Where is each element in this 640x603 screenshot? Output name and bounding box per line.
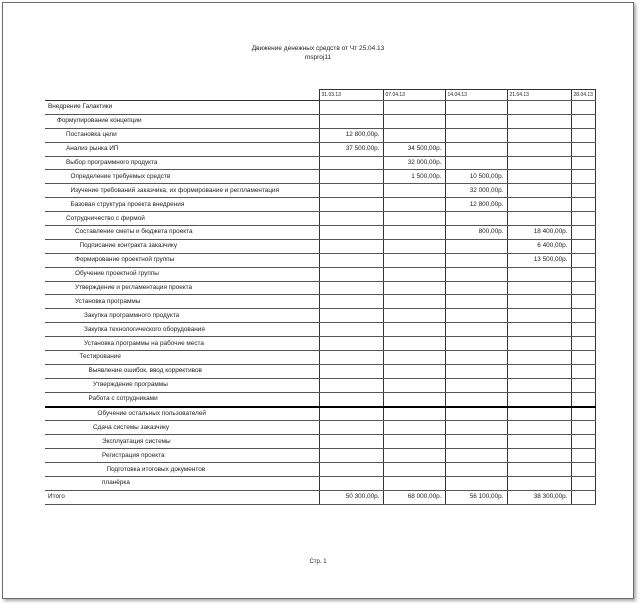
amount-cell: 37 500,00р. [319, 142, 383, 156]
amount-cell [571, 198, 595, 212]
amount-cell [507, 421, 571, 435]
amount-cell: 13 500,00р. [507, 253, 571, 267]
amount-cell [571, 114, 595, 128]
task-name-cell: Подготовка итоговых документов [45, 463, 319, 477]
amount-cell [319, 198, 383, 212]
amount-cell [507, 142, 571, 156]
amount-cell [319, 156, 383, 170]
amount-cell [507, 449, 571, 463]
table-row [45, 184, 595, 198]
amount-cell [571, 323, 595, 337]
amount-cell [383, 449, 445, 463]
task-name-cell: Составление сметы и бюджета проекта [45, 226, 319, 240]
amount-cell [319, 212, 383, 226]
amount-cell: 12 800,00р. [319, 128, 383, 142]
task-name-cell: Закупка программного продукта [45, 309, 319, 323]
amount-cell [319, 226, 383, 240]
report-header [3, 44, 633, 62]
task-name-cell: Анализ рынка ИП [45, 142, 319, 156]
cash-flow-table [45, 89, 596, 505]
amount-cell [383, 212, 445, 226]
amount-cell: 6 400,00р. [507, 239, 571, 253]
amount-cell [319, 378, 383, 392]
table-row [45, 128, 595, 142]
amount-cell [319, 407, 383, 421]
task-name-cell: Регистрация проекта [45, 449, 319, 463]
amount-cell [571, 226, 595, 240]
amount-cell [507, 295, 571, 309]
amount-cell [507, 351, 571, 365]
table-row [45, 309, 595, 323]
amount-cell [319, 449, 383, 463]
amount-cell [507, 378, 571, 392]
amount-cell [319, 421, 383, 435]
amount-cell [507, 463, 571, 477]
amount-cell [383, 114, 445, 128]
table-row [45, 253, 595, 267]
amount-cell: 18 400,00р. [507, 226, 571, 240]
column-header: 14.04.13 [445, 90, 507, 101]
task-name-cell: Базовая структура проекта внедрения [45, 198, 319, 212]
amount-cell: 32 000,00р. [383, 156, 445, 170]
amount-cell [383, 253, 445, 267]
table-row [45, 337, 595, 351]
amount-cell [571, 281, 595, 295]
amount-cell [319, 101, 383, 115]
task-name-cell: Тестирование [45, 351, 319, 365]
amount-cell [319, 170, 383, 184]
report-page [2, 2, 634, 599]
amount-cell [383, 364, 445, 378]
task-name-cell: Установка программы на рабочие места [45, 337, 319, 351]
amount-cell [445, 392, 507, 406]
table-row [45, 170, 595, 184]
table-row [45, 364, 595, 378]
task-name-cell: Утверждение и регламентация проекта [45, 281, 319, 295]
table-row [45, 323, 595, 337]
amount-cell [319, 364, 383, 378]
task-name-cell: Формирование проектной группы [45, 253, 319, 267]
amount-cell [571, 184, 595, 198]
amount-cell [445, 463, 507, 477]
task-name-cell: Формулирование концепции [45, 114, 319, 128]
task-name-cell: Утверждение программы [45, 378, 319, 392]
amount-cell [445, 212, 507, 226]
amount-cell [445, 128, 507, 142]
amount-cell [383, 477, 445, 491]
amount-cell [507, 407, 571, 421]
amount-cell [383, 281, 445, 295]
amount-cell [507, 128, 571, 142]
table-row [45, 392, 595, 406]
amount-cell [445, 253, 507, 267]
amount-cell [383, 295, 445, 309]
amount-cell [383, 378, 445, 392]
amount-cell [571, 449, 595, 463]
amount-cell [445, 309, 507, 323]
amount-cell [383, 337, 445, 351]
amount-cell [571, 463, 595, 477]
amount-cell [445, 142, 507, 156]
amount-cell [571, 378, 595, 392]
amount-cell [445, 281, 507, 295]
amount-cell [319, 239, 383, 253]
amount-cell [507, 435, 571, 449]
amount-cell [319, 309, 383, 323]
amount-cell [571, 421, 595, 435]
table-row [45, 101, 595, 115]
amount-cell [319, 281, 383, 295]
amount-cell [507, 170, 571, 184]
amount-cell: 1 500,00р. [383, 170, 445, 184]
amount-cell [571, 239, 595, 253]
amount-cell [507, 337, 571, 351]
column-header: 21.04.13 [507, 90, 571, 101]
amount-cell [571, 351, 595, 365]
amount-cell [319, 253, 383, 267]
amount-cell [383, 421, 445, 435]
amount-cell [571, 142, 595, 156]
amount-cell: 34 500,00р. [383, 142, 445, 156]
amount-cell [507, 184, 571, 198]
amount-cell [383, 407, 445, 421]
amount-cell: 10 500,00р. [445, 170, 507, 184]
task-name-cell: Сдача системы заказчику [45, 421, 319, 435]
amount-cell [319, 351, 383, 365]
amount-cell: 32 000,00р. [445, 184, 507, 198]
amount-cell [571, 253, 595, 267]
table-row [45, 407, 595, 421]
table-row [45, 421, 595, 435]
table-row [45, 212, 595, 226]
amount-cell [445, 351, 507, 365]
table-row [45, 267, 595, 281]
table-row [45, 378, 595, 392]
table-row [45, 142, 595, 156]
amount-cell [319, 267, 383, 281]
amount-cell [445, 378, 507, 392]
amount-cell [383, 128, 445, 142]
task-name-cell: Эксплуатация системы [45, 435, 319, 449]
amount-cell [445, 156, 507, 170]
page-number: Стр. 1 [309, 559, 327, 565]
amount-cell [319, 435, 383, 449]
task-name-cell: Сотрудничество с фирмой [45, 212, 319, 226]
amount-cell [383, 198, 445, 212]
amount-cell [571, 170, 595, 184]
amount-cell [383, 435, 445, 449]
amount-cell [383, 323, 445, 337]
amount-cell [383, 309, 445, 323]
table-row [45, 463, 595, 477]
amount-cell [445, 323, 507, 337]
amount-cell [383, 184, 445, 198]
amount-cell [445, 295, 507, 309]
amount-cell [445, 407, 507, 421]
column-header: 07.04.13 [383, 90, 445, 101]
table-row [45, 226, 595, 240]
table-row [45, 239, 595, 253]
amount-cell [445, 114, 507, 128]
amount-cell [383, 239, 445, 253]
amount-cell [507, 198, 571, 212]
task-name-cell: Закупка технологического оборудования [45, 323, 319, 337]
total-label-cell: Итого [45, 490, 319, 504]
amount-cell [319, 184, 383, 198]
table-row [45, 351, 595, 365]
amount-cell [445, 477, 507, 491]
amount-cell [571, 477, 595, 491]
amount-cell [507, 392, 571, 406]
amount-cell [507, 156, 571, 170]
amount-cell [383, 463, 445, 477]
amount-cell [445, 435, 507, 449]
amount-cell [319, 477, 383, 491]
task-name-cell: Подписание контракта заказчику [45, 239, 319, 253]
amount-cell [319, 337, 383, 351]
amount-cell [507, 281, 571, 295]
amount-cell [383, 101, 445, 115]
amount-cell [383, 267, 445, 281]
amount-cell [445, 101, 507, 115]
header-row [45, 90, 595, 101]
amount-cell: 800,00р. [445, 226, 507, 240]
amount-cell [571, 309, 595, 323]
amount-cell [507, 267, 571, 281]
task-name-cell: Изучение требований заказчика, их формирование и реглламентация [45, 184, 319, 198]
amount-cell [507, 323, 571, 337]
header-blank-cell [45, 90, 319, 101]
task-name-cell: Обучение проектной группы [45, 267, 319, 281]
total-amount-cell: 38 300,00р. [507, 490, 571, 504]
amount-cell [507, 212, 571, 226]
amount-cell [507, 364, 571, 378]
table-row [45, 449, 595, 463]
column-header: 31.03.13 [319, 90, 383, 101]
table-row [45, 114, 595, 128]
task-name-cell: Постановка цели [45, 128, 319, 142]
amount-cell [383, 226, 445, 240]
amount-cell [571, 267, 595, 281]
amount-cell [319, 114, 383, 128]
amount-cell: 12 800,00р. [445, 198, 507, 212]
amount-cell [571, 156, 595, 170]
task-name-cell: Работа с сотрудниками [45, 392, 319, 406]
amount-cell [571, 128, 595, 142]
amount-cell [571, 407, 595, 421]
amount-cell [507, 477, 571, 491]
task-name-cell: Внедрение Галактики [45, 101, 319, 115]
amount-cell [571, 435, 595, 449]
column-header: 28.04.13 [571, 90, 595, 101]
table-row [45, 156, 595, 170]
table-row [45, 198, 595, 212]
amount-cell [571, 101, 595, 115]
amount-cell [445, 364, 507, 378]
amount-cell [507, 101, 571, 115]
task-name-cell: планёрка [45, 477, 319, 491]
amount-cell [507, 309, 571, 323]
amount-cell [445, 337, 507, 351]
total-amount-cell: 68 000,00р. [383, 490, 445, 504]
table-row [45, 435, 595, 449]
task-name-cell: Выявление ошибок, ввод коррективов [45, 364, 319, 378]
amount-cell [571, 212, 595, 226]
total-amount-cell [571, 490, 595, 504]
amount-cell [571, 295, 595, 309]
amount-cell [445, 239, 507, 253]
table-row [45, 295, 595, 309]
task-name-cell: Определение требуемых средств [45, 170, 319, 184]
amount-cell [319, 323, 383, 337]
amount-cell [445, 449, 507, 463]
amount-cell [319, 463, 383, 477]
amount-cell [571, 364, 595, 378]
task-name-cell: Установка программы [45, 295, 319, 309]
amount-cell [383, 351, 445, 365]
table-row [45, 477, 595, 491]
amount-cell [319, 392, 383, 406]
task-name-cell: Выбор программного продукта [45, 156, 319, 170]
amount-cell [445, 267, 507, 281]
table-row [45, 281, 595, 295]
total-amount-cell: 56 100,00р. [445, 490, 507, 504]
total-amount-cell: 50 300,00р. [319, 490, 383, 504]
report-title: Движение денежных средств от Чт 25.04.13 [251, 45, 385, 52]
task-name-cell: Обучение остальных пользователей [45, 407, 319, 421]
amount-cell [445, 421, 507, 435]
amount-cell [571, 337, 595, 351]
amount-cell [383, 392, 445, 406]
amount-cell [571, 392, 595, 406]
report-subtitle: msproj11 [304, 54, 332, 61]
amount-cell [507, 114, 571, 128]
total-row [45, 490, 595, 504]
amount-cell [319, 295, 383, 309]
